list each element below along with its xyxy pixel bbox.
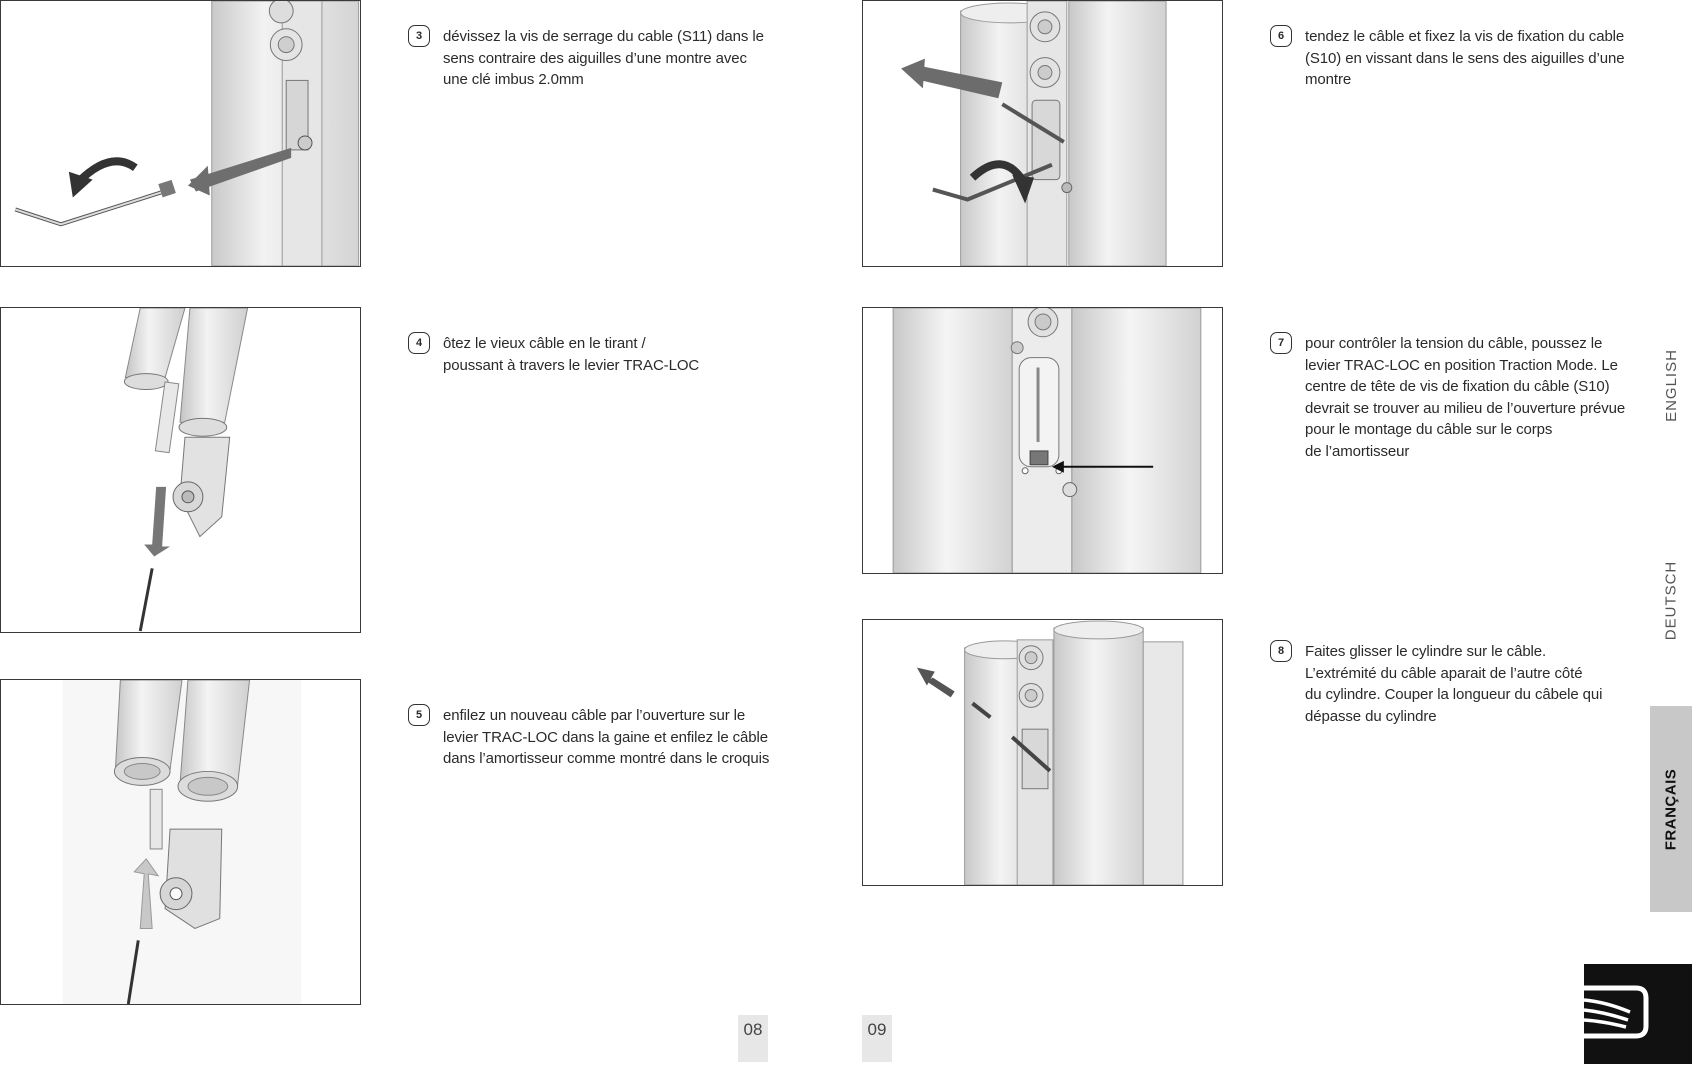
- shock-screw-illustration: [1, 1, 360, 266]
- step-number-badge: 6: [1270, 25, 1292, 47]
- step-instruction: ôtez le vieux câble en le tirant / poussant à travers le levier TRAC-LOC: [443, 335, 700, 374]
- cable-removal-illustration: [1, 308, 360, 632]
- step-7: [1270, 332, 1650, 472]
- step-number-badge: 8: [1270, 640, 1292, 662]
- tab-francais[interactable]: [1650, 706, 1692, 912]
- step-4: [408, 332, 788, 392]
- tab-label: ENGLISH: [1662, 348, 1680, 422]
- step-8: [1270, 640, 1650, 740]
- brand-logo-icon: [1584, 964, 1692, 1064]
- tab-deutsch[interactable]: [1650, 545, 1692, 655]
- cable-insertion-illustration: [1, 680, 360, 1004]
- cylinder-slide-illustration: [863, 620, 1222, 885]
- figure-step-5: [0, 679, 361, 1005]
- figure-step-6: [862, 0, 1223, 267]
- figure-step-7: [862, 307, 1223, 574]
- brand-logo: [1584, 964, 1692, 1064]
- page-number-left: 08: [738, 1015, 768, 1062]
- step-instruction: tendez le câble et fixez la vis de fixation du cable (S10) en vissant dans le sens des aiguilles d’une montre: [1305, 28, 1625, 88]
- step-instruction: Faites glisser le cylindre sur le câble. L’extrémité du câble aparait de l’autre côté du cylindre. Couper la longueur du câbele qui dépasse du cylindre: [1305, 643, 1603, 725]
- step-number-badge: 3: [408, 25, 430, 47]
- cable-tighten-illustration: [863, 1, 1222, 266]
- page-number-right: 09: [862, 1015, 892, 1062]
- figure-step-4: [0, 307, 361, 633]
- figure-step-3: [0, 0, 361, 267]
- step-number-badge: 4: [408, 332, 430, 354]
- step-5: [408, 704, 788, 784]
- step-instruction: dévissez la vis de serrage du cable (S11) dans le sens contraire des aiguilles d’une montre avec une clé imbus 2.0mm: [443, 28, 764, 88]
- figure-step-8: [862, 619, 1223, 886]
- cable-tension-check-illustration: [863, 308, 1222, 573]
- tab-label: DEUTSCH: [1662, 560, 1680, 640]
- step-number-badge: 7: [1270, 332, 1292, 354]
- step-number-badge: 5: [408, 704, 430, 726]
- step-instruction: enfilez un nouveau câble par l’ouverture sur le levier TRAC-LOC dans la gaine et enfilez le câble dans l’amortisseur comme montré dans le croquis: [443, 707, 770, 767]
- tab-english[interactable]: [1650, 330, 1692, 440]
- step-instruction: pour contrôler la tension du câble, poussez le levier TRAC-LOC en position Traction Mode. Le centre de tête de vis de fixation du câble (S10) devrait se trouver au milieu de l’ouverture prévue pour le montage du câble sur le corps de l’amortisseur: [1305, 335, 1626, 460]
- step-6: [1270, 25, 1650, 105]
- tab-label: FRANÇAIS: [1662, 768, 1680, 850]
- step-3: [408, 25, 788, 105]
